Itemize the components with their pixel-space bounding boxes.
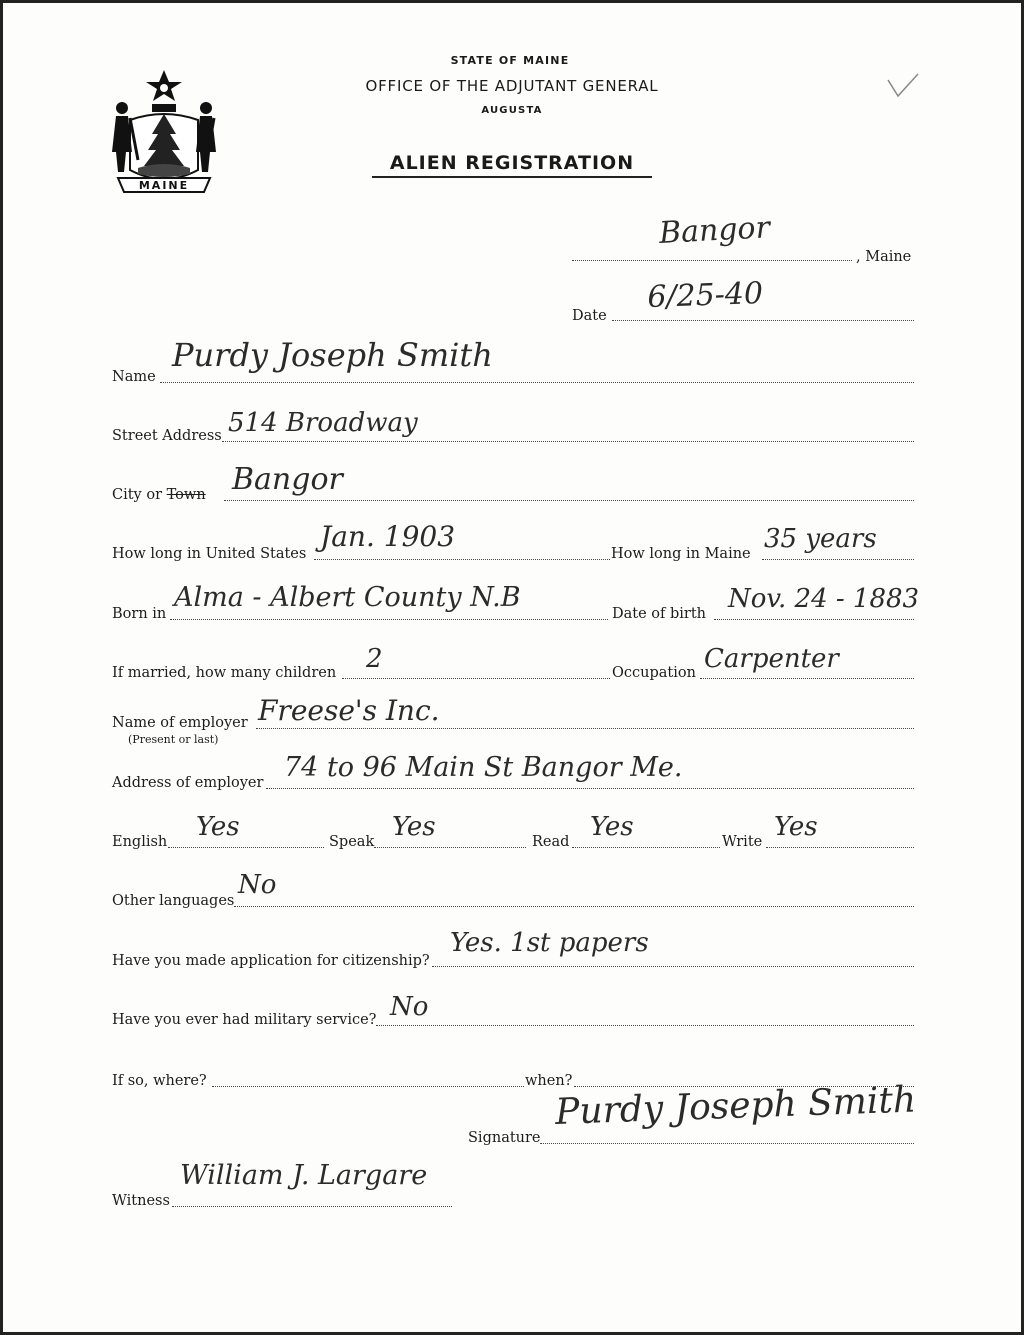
children-value: 2 [366, 644, 383, 674]
dob-value: Nov. 24 - 1883 [728, 584, 920, 614]
dob-label: Date of birth [612, 606, 707, 622]
employer-value: Freese's Inc. [258, 694, 440, 727]
employer-line [256, 728, 914, 729]
city-line [224, 500, 914, 501]
employer-label: Name of employer [112, 715, 248, 731]
write-line [766, 847, 914, 848]
employer-addr-line [266, 788, 914, 789]
occupation-line [700, 678, 914, 679]
speak-line [374, 847, 526, 848]
english-label: English [112, 834, 168, 850]
children-label: If married, how many children [112, 665, 337, 681]
signature-line [540, 1143, 914, 1144]
other-lang-label: Other languages [112, 893, 235, 909]
seal-text: MAINE [138, 179, 190, 192]
occupation-value: Carpenter [704, 644, 839, 674]
read-label: Read [532, 834, 570, 850]
city-value: Bangor [232, 462, 343, 497]
english-line [168, 847, 324, 848]
speak-label: Speak [329, 834, 375, 850]
children-line [342, 678, 610, 679]
date-label: Date [572, 308, 607, 324]
military-value: No [390, 992, 429, 1022]
me-time-value: 35 years [764, 524, 877, 554]
name-line [160, 382, 914, 383]
date-value: 6/25-40 [646, 275, 764, 315]
speak-value: Yes [392, 812, 436, 842]
write-label: Write [722, 834, 763, 850]
other-lang-line [234, 906, 914, 907]
citizenship-value: Yes. 1st papers [450, 928, 649, 958]
me-time-label: How long in Maine [611, 546, 751, 562]
form-title: ALIEN REGISTRATION [372, 152, 652, 178]
header-office: OFFICE OF THE ADJUTANT GENERAL [365, 77, 659, 95]
city-label-b: Town [166, 487, 206, 503]
place-line [572, 260, 852, 261]
where-label: If so, where? [112, 1073, 207, 1089]
born-label: Born in [112, 606, 167, 622]
date-line [612, 320, 914, 321]
check-mark-icon [886, 72, 920, 100]
street-line [222, 441, 914, 442]
where-line [212, 1086, 524, 1087]
us-time-label: How long in United States [112, 546, 307, 562]
employer-sublabel: (Present or last) [128, 733, 219, 746]
city-label-a: City or [112, 487, 163, 503]
maine-label: , Maine [856, 249, 912, 265]
street-label: Street Address [112, 428, 222, 444]
name-label: Name [112, 369, 156, 385]
english-value: Yes [196, 812, 240, 842]
signature-label: Signature [468, 1130, 541, 1146]
born-line [170, 619, 608, 620]
me-time-line [762, 559, 914, 560]
witness-value: William J. Largare [180, 1160, 428, 1191]
read-value: Yes [590, 812, 634, 842]
citizenship-label: Have you made application for citizenship? [112, 953, 430, 969]
born-value: Alma - Albert County N.B [174, 582, 521, 613]
street-value: 514 Broadway [228, 408, 418, 438]
place-value: Bangor [658, 210, 771, 251]
signature-value: Purdy Joseph Smith [554, 1079, 917, 1133]
write-value: Yes [774, 812, 818, 842]
header-state: STATE OF MAINE [450, 54, 570, 67]
employer-addr-label: Address of employer [112, 775, 264, 791]
citizenship-line [432, 966, 914, 967]
header-city: AUGUSTA [481, 105, 543, 116]
city-label [112, 487, 206, 503]
occupation-label: Occupation [612, 665, 696, 681]
witness-line [172, 1206, 452, 1207]
military-line [376, 1025, 914, 1026]
when-label: when? [525, 1073, 573, 1089]
other-lang-value: No [238, 870, 277, 900]
name-value: Purdy Joseph Smith [172, 336, 493, 374]
us-time-value: Jan. 1903 [320, 520, 456, 553]
employer-addr-value: 74 to 96 Main St Bangor Me. [284, 752, 683, 783]
us-time-line [314, 559, 610, 560]
military-label: Have you ever had military service? [112, 1012, 377, 1028]
witness-label: Witness [112, 1193, 170, 1209]
dob-line [714, 619, 914, 620]
read-line [572, 847, 720, 848]
